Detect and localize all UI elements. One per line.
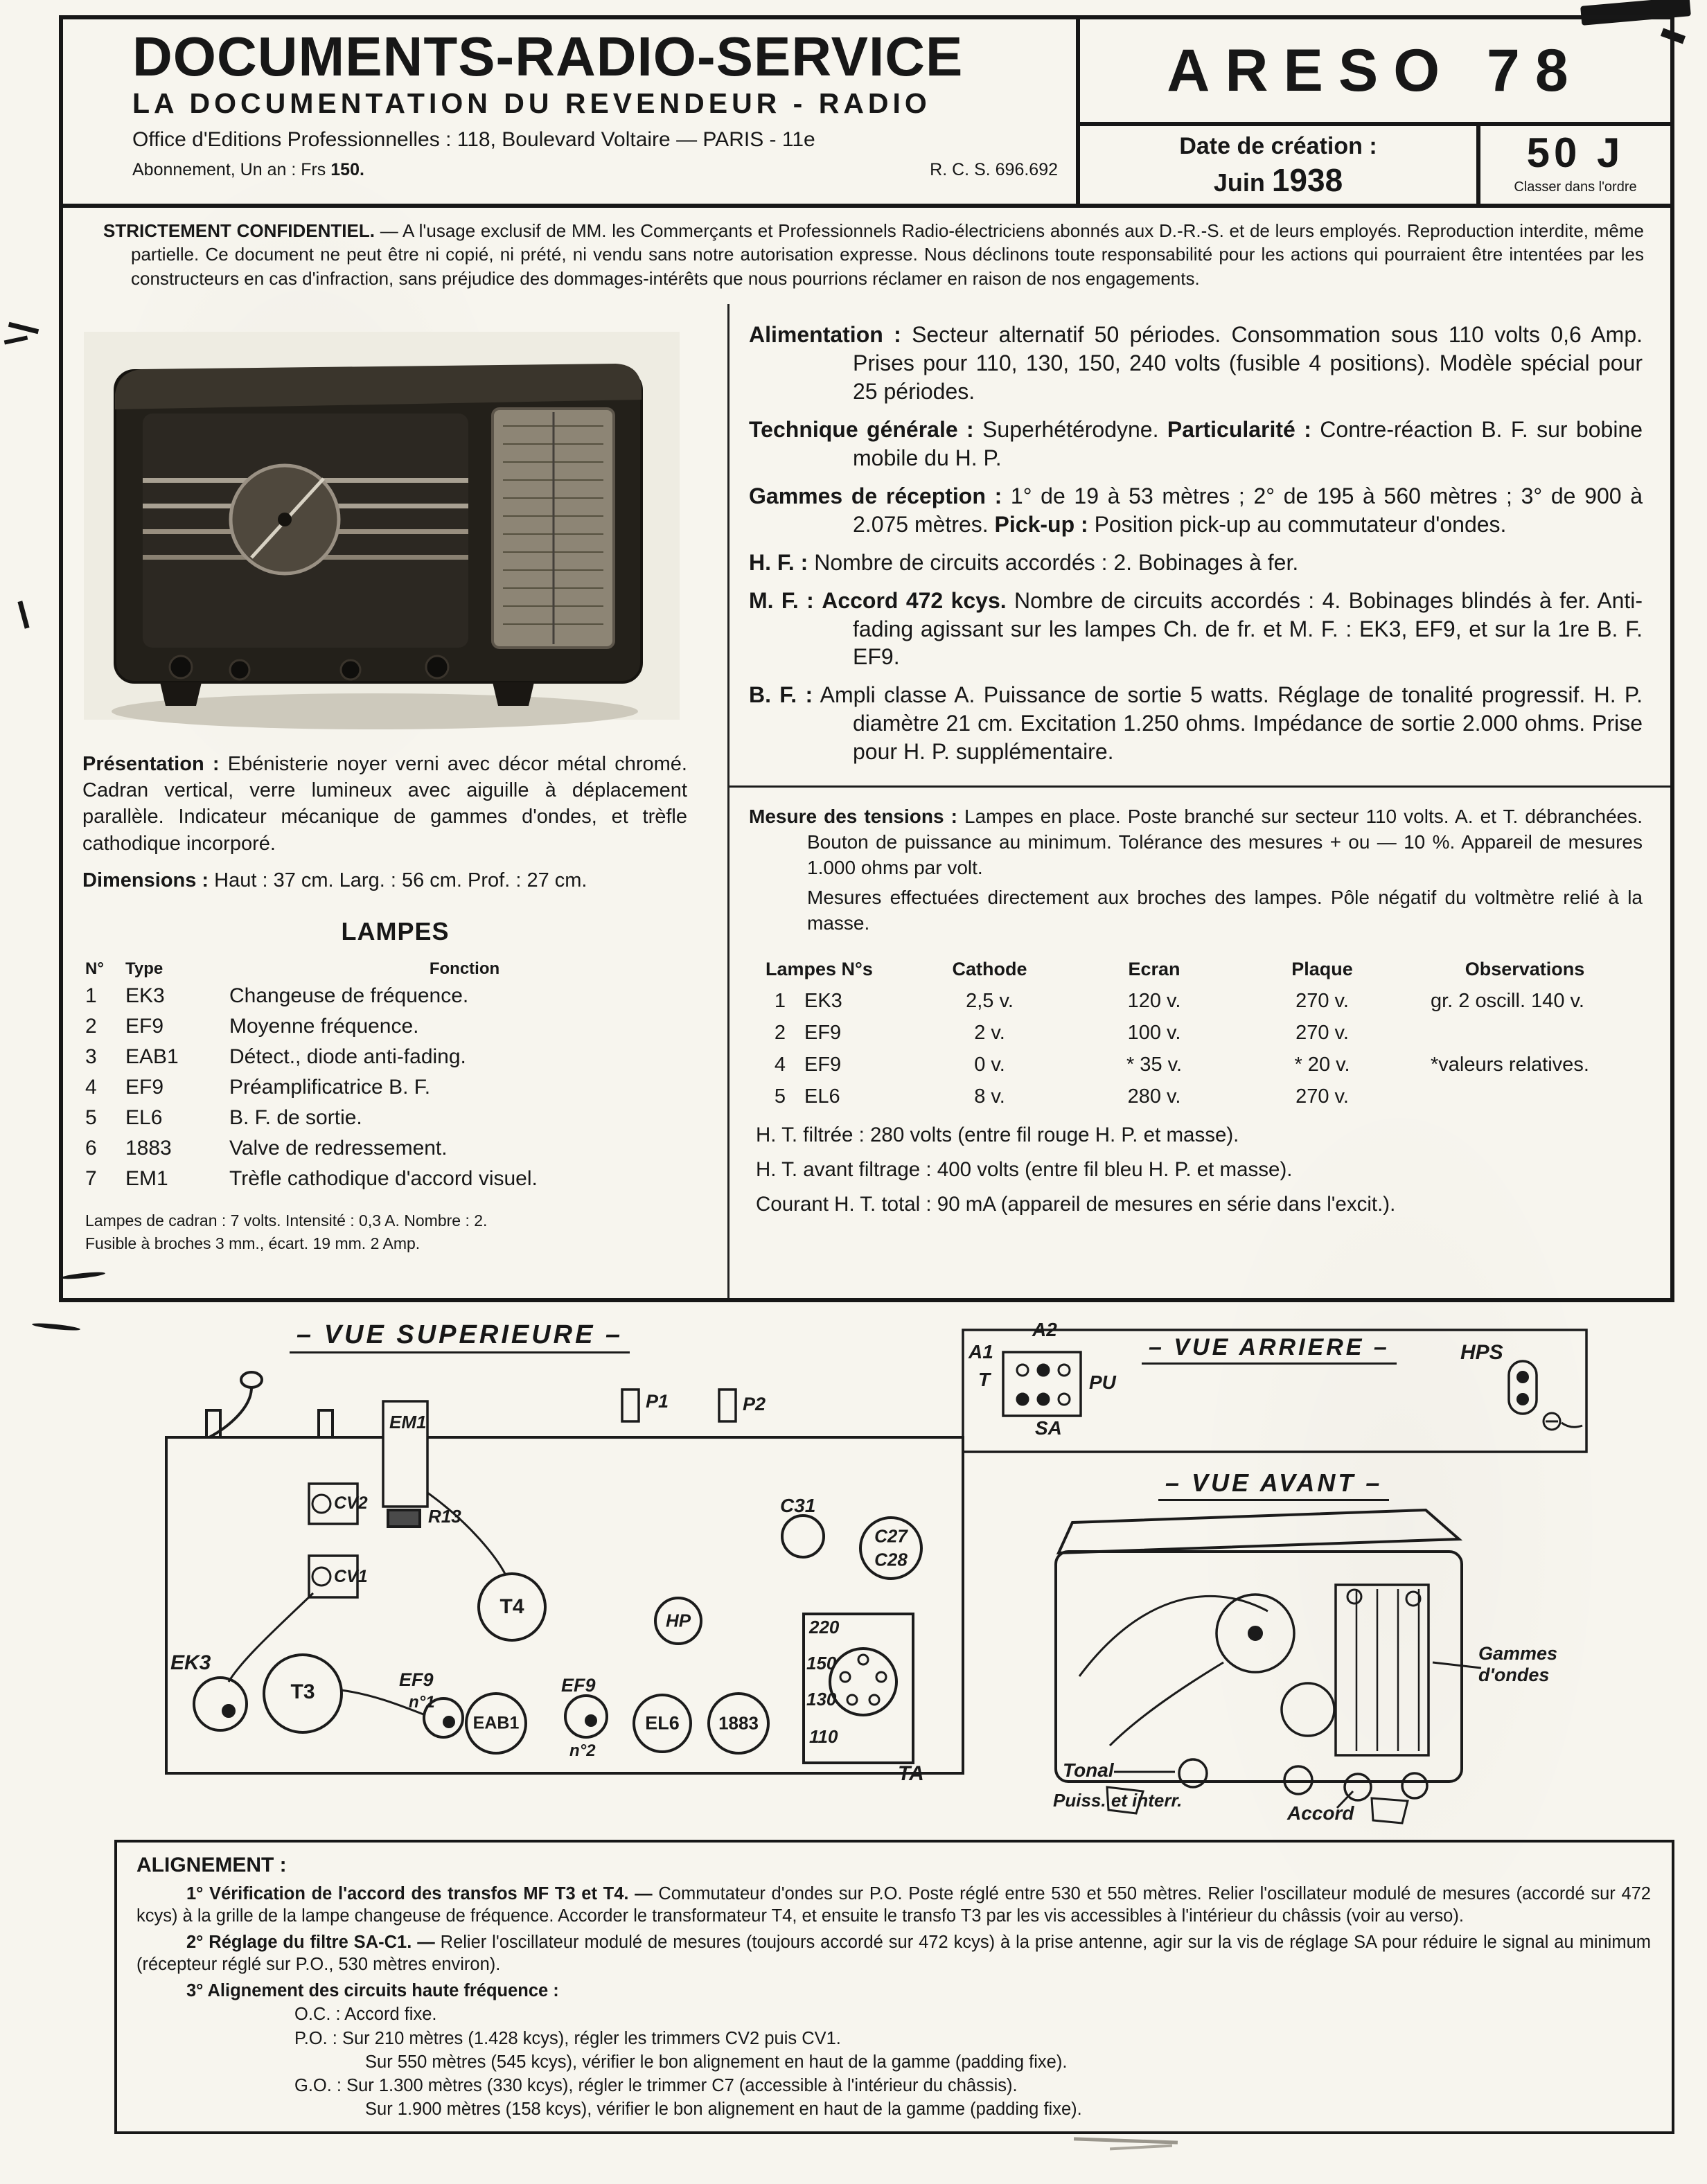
col-header-type: Type [125, 959, 163, 978]
alignment-go-2: Sur 1.900 mètres (158 kcys), vérifier le bon alignement en haut de la gamme (padding fixe). [365, 2099, 1082, 2119]
label-gammes-ondes: Gammes d'ondes [1478, 1643, 1558, 1686]
label-hp: HP [665, 1610, 691, 1631]
alignment-po-2: Sur 550 mètres (545 kcys), vérifier le bon alignement en haut de la gamme (padding fixe). [365, 2052, 1068, 2072]
masthead-right-bottom [1080, 122, 1670, 204]
alignment-title: ALIGNEMENT : [136, 1854, 287, 1876]
scan-artifact [17, 601, 29, 628]
spec-mf: M. F. : Accord 472 kcys. Nombre de circuits accordés : 4. Bobinages blindés à fer. Anti-fading agissant sur les lampes Ch. de fr. et M. F. : EK3, EF9, et sur la 1re B. F. EF9. [749, 587, 1643, 670]
left-column [63, 304, 729, 1298]
subscription-line: Abonnement, Un an : Frs 150. [132, 160, 364, 179]
label-puiss-interr: Puiss. et interr. [1053, 1790, 1183, 1811]
radio-photo [77, 322, 714, 741]
label-ef9-2: EF9 [561, 1675, 596, 1696]
front-view-title: – VUE AVANT – [1158, 1468, 1389, 1501]
section-divider [729, 785, 1670, 788]
label-c28: C28 [874, 1549, 908, 1570]
diagrams-line-art [0, 1302, 1707, 1841]
spec-technique: Technique générale : Superhétérodyne. Particularité : Contre-réaction B. F. sur bobine mobile du H. P. [749, 416, 1643, 470]
ht-line-2: H. T. avant filtrage : 400 volts (entre fil bleu H. P. et masse). [756, 1158, 1293, 1182]
spec-gammes: Gammes de réception : 1° de 19 à 53 mètres ; 2° de 195 à 560 mètres ; 3° de 900 à 2.075 mètres. Pick-up : Position pick-up au commutateur d'ondes. [749, 483, 1643, 537]
confidential-lead: STRICTEMENT CONFIDENTIEL. [103, 220, 375, 241]
scan-artifact [8, 322, 39, 334]
label-c27: C27 [874, 1525, 908, 1547]
col-header-fonction: Fonction [429, 959, 500, 978]
rcs-number: R. C. S. 696.692 [930, 160, 1058, 179]
label-a2: A2 [1032, 1319, 1057, 1340]
presentation-label: Présentation : [82, 752, 220, 775]
col-header-observations: Observations [1465, 959, 1585, 980]
label-n1: n°1 [409, 1693, 435, 1712]
tensions-intro-2: Mesures effectuées directement aux broches des lampes. Pôle négatif du voltmètre relié à la masse. [807, 887, 1643, 934]
date-label: Date de création : [1179, 133, 1377, 159]
masthead [63, 19, 1670, 208]
label-ef9-1: EF9 [399, 1669, 434, 1690]
label-150: 150 [806, 1653, 837, 1673]
alignment-item-2: 2° Réglage du filtre SA-C1. — Relier l'oscillateur modulé de mesures (toujours accordé sur 472 kcys) à la prise antenne, agir sur la vis de réglage SA pour réduire le signal au minimum (récepteur réglé sur P.O., 530 mètres environ). [136, 1933, 1651, 1975]
top-view-title: – VUE SUPERIEURE – [290, 1320, 630, 1353]
label-110: 110 [809, 1726, 838, 1747]
label-tonal: Tonal [1063, 1759, 1114, 1781]
label-130: 130 [806, 1689, 837, 1710]
masthead-right [1076, 19, 1670, 204]
alignment-item-1: 1° Vérification de l'accord des transfos MF T3 et T4. — Commutateur d'ondes sur P.O. Poste réglé entre 530 et 550 mètres. Relier l'oscillateur modulé de mesures (accordé sur 472 kcys) à la grille de la lampe changeuse de fréquence. Accorder le transformateur T4, et ensuite le transfo T3 par les vis accessibles à l'intérieur du châssis (voir au verso). [136, 1883, 1651, 1926]
page-subtitle: LA DOCUMENTATION DU REVENDEUR - RADIO [132, 87, 931, 119]
lampes-table: N° Type Fonction 1 EK3 Changeuse de fréquence. 2 EF9 Moyenne fréquence. 3 EAB1 Détect., diode anti-fading. 4 EF9 Préamplificatrice B. F. 5 EL6 B. F. de sortie. 6 1883 Valve de redressement. 7 EM1 Trèfle cathodique d'accord visuel. [85, 957, 700, 1194]
label-p2: P2 [743, 1394, 766, 1414]
model-name: ARESO 78 [1167, 37, 1584, 104]
label-accord: Accord [1287, 1802, 1354, 1824]
col-header-no: N° [85, 959, 104, 978]
alignment-item-3: 3° Alignement des circuits haute fréquence : [186, 1981, 559, 2001]
spec-bf: B. F. : Ampli classe A. Puissance de sortie 5 watts. Réglage de tonalité progressif. H. P. diamètre 21 cm. Excitation 1.250 ohms. Impédance de sortie 2.000 ohms. Prise pour H. P. supplémentaire. [749, 682, 1643, 765]
label-t4: T4 [499, 1595, 524, 1618]
scan-artifact [1110, 2145, 1172, 2151]
label-ek3: EK3 [170, 1651, 211, 1674]
lampes-note-2: Fusible à broches 3 mm., écart. 19 mm. 2 Amp. [85, 1234, 421, 1253]
alignment-go-1: G.O. : Sur 1.300 mètres (330 kcys), régler le trimmer C7 (accessible à l'intérieur du châssis). [294, 2075, 1018, 2095]
reference-note: Classer dans l'ordre [1514, 179, 1637, 195]
presentation-paragraph: Présentation : Ebénisterie noyer verni avec décor métal chromé. Cadran vertical, verre lumineux avec aiguille à déplacement parallèle. Indicateur mécanique de gammes d'ondes, et trèfle cathodique incorporé. [82, 752, 687, 855]
label-hps: HPS [1460, 1341, 1503, 1364]
right-column [729, 304, 1670, 1298]
alignment-section [114, 1840, 1674, 2134]
col-header-lampes: Lampes N°s [766, 959, 873, 980]
alignment-po-1: P.O. : Sur 210 mètres (1.428 kcys), régler les trimmers CV2 puis CV1. [294, 2028, 841, 2048]
dimensions-label: Dimensions : [82, 869, 209, 891]
label-pu: PU [1089, 1371, 1116, 1393]
scan-artifact [4, 336, 28, 345]
dimensions-line: Dimensions : Haut : 37 cm. Larg. : 56 cm. Prof. : 27 cm. [82, 869, 587, 891]
label-el6: EL6 [645, 1712, 680, 1734]
publisher-address: Office d'Editions Professionnelles : 118, Boulevard Voltaire — PARIS - 11e [132, 128, 815, 151]
label-cv1: CV1 [334, 1567, 368, 1586]
label-a1: A1 [969, 1341, 993, 1362]
label-r13: R13 [428, 1506, 461, 1527]
label-t: T [978, 1369, 991, 1390]
tensions-intro: Mesure des tensions : Lampes en place. Poste branché sur secteur 110 volts. A. et T. débranchées. Bouton de puissance au minimum. Tolérance des mesures + ou — 10 %. Appareil de mesures 1.000 ohms par volt. [749, 806, 1643, 879]
label-ta: TA [898, 1762, 924, 1785]
label-n2: n°2 [569, 1741, 596, 1760]
col-header-ecran: Ecran [1128, 959, 1180, 980]
rear-view-title: – VUE ARRIERE – [1142, 1334, 1397, 1365]
scan-artifact [1074, 2137, 1178, 2144]
label-p1: P1 [646, 1391, 669, 1412]
date-value: Juin 1938 [1213, 162, 1343, 198]
tensions-table: Lampes N°s Cathode Ecran Plaque Observations 1 EK3 2,5 v. 120 v. 270 v. gr. 2 oscill. 140 v. 2 EF9 2 v. 100 v. 270 v. 4 EF9 0 v. * 35 v. * 20 v. *valeurs relatives. 5 EL6 8 v. 280 v. 270 v. [756, 953, 1643, 1112]
page-title: DOCUMENTS-RADIO-SERVICE [132, 26, 964, 87]
label-sa: SA [1035, 1417, 1062, 1439]
label-cv2: CV2 [334, 1493, 368, 1513]
confidential-notice [91, 208, 1670, 304]
spec-hf: H. F. : Nombre de circuits accordés : 2. Bobinages à fer. [749, 549, 1299, 575]
lampes-notes [85, 1209, 700, 1256]
radio-photo-drawing [77, 322, 687, 738]
col-header-cathode: Cathode [952, 959, 1027, 980]
masthead-footline [132, 160, 1065, 180]
diagrams-section [0, 1302, 1707, 1841]
lampes-note-1: Lampes de cadran : 7 volts. Intensité : 0,3 A. Nombre : 2. [85, 1211, 488, 1229]
document-body [63, 304, 1670, 1298]
ht-line-3: Courant H. T. total : 90 mA (appareil de mesures en série dans l'excit.). [756, 1193, 1396, 1216]
main-frame [59, 15, 1674, 1302]
masthead-left [63, 19, 1076, 204]
alignment-oc: O.C. : Accord fixe. [294, 2005, 437, 2025]
label-c31: C31 [780, 1495, 816, 1516]
label-1883: 1883 [718, 1712, 759, 1734]
ht-line-1: H. T. filtrée : 280 volts (entre fil rouge H. P. et masse). [756, 1124, 1239, 1147]
label-em1: EM1 [389, 1412, 427, 1432]
creation-date-box [1080, 126, 1476, 204]
label-220: 220 [809, 1617, 840, 1637]
reference-code: 50 J [1526, 130, 1625, 176]
col-header-plaque: Plaque [1291, 959, 1353, 980]
reference-box [1476, 126, 1670, 204]
label-t3: T3 [290, 1680, 315, 1703]
spec-alimentation: Alimentation : Secteur alternatif 50 périodes. Consommation sous 110 volts 0,6 Amp. Prises pour 110, 130, 150, 240 volts (fusible 4 positions). Modèle spécial pour 25 périodes. [749, 321, 1643, 404]
lampes-title: LAMPES [341, 917, 450, 945]
confidential-body: — A l'usage exclusif de MM. les Commerçants et Professionnels Radio-électriciens abonnés aux D.-R.-S. et de leurs employés. Reproduction interdite, même partielle. Ce document ne peut être ni copié, ni prété, ni vendu sans notre autorisation expresse. Nous déclinons toute responsabilité pour les actions qui pourraient être intentées par les constructeurs en cas d'infraction, sans préjudice des dommages-intérêts que nous pourrions réclamer en raison de nos engagements. [131, 220, 1644, 289]
label-eab1: EAB1 [472, 1713, 520, 1733]
